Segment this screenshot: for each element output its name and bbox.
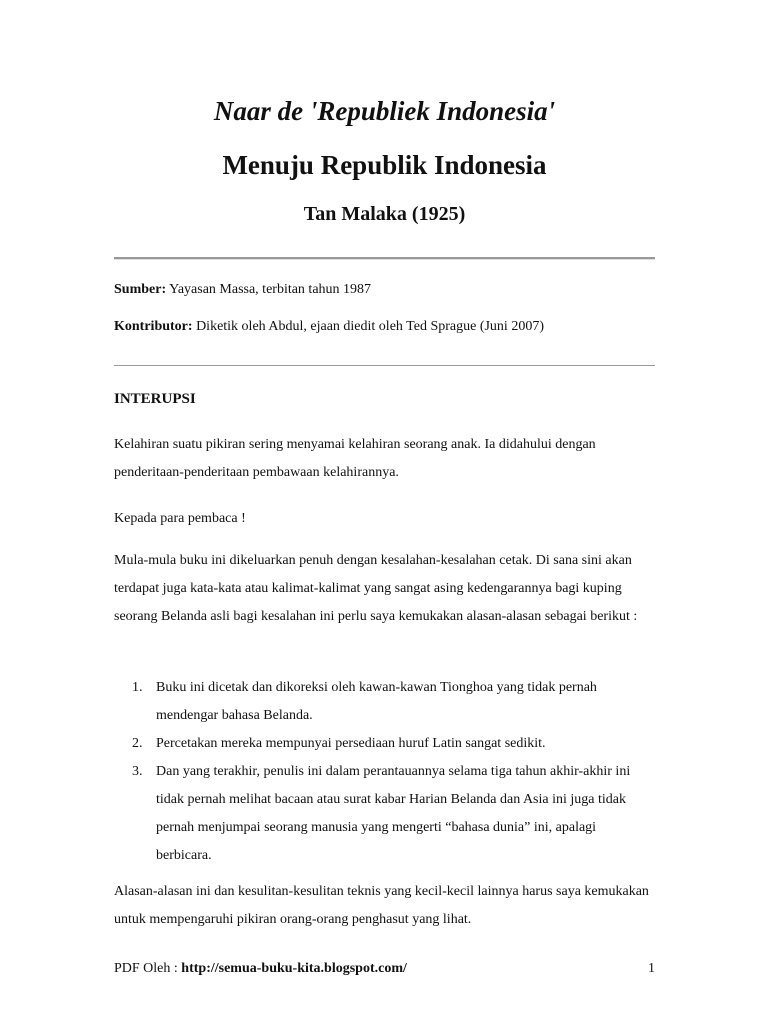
list-item bbox=[114, 758, 655, 870]
page-number: 1 bbox=[648, 961, 655, 976]
section-heading: INTERUPSI bbox=[114, 391, 196, 407]
paragraph-3: Mula-mula buku ini dikeluarkan penuh dengan kesalahan-kesalahan cetak. Di sana sini akan terdapat juga kata-kata atau kalimat-kalimat yang sangat asing kedengarannya bagi kuping seorang Belanda asli bagi kesalahan ini perlu saya kemukakan alasan-alasan sebagai berikut : bbox=[114, 553, 638, 624]
source-label: Sumber: bbox=[114, 282, 167, 297]
page-title: Menuju Republik Indonesia bbox=[222, 150, 547, 180]
source-value: Yayasan Massa, terbitan tahun 1987 bbox=[166, 282, 372, 297]
list-item-number: 2. bbox=[132, 736, 143, 751]
list-item bbox=[114, 730, 655, 758]
paragraph-4: Alasan-alasan ini dan kesulitan-kesulitan teknis yang kecil-kecil lainnya harus saya kemukakan untuk mempengaruhi pikiran orang-orang penghasut yang lihat. bbox=[114, 884, 649, 927]
list-item-text: Percetakan mereka mempunyai persediaan huruf Latin sangat sedikit. bbox=[156, 736, 546, 751]
original-title: Naar de 'Republiek Indonesia' bbox=[213, 96, 556, 126]
list-item-text: Buku ini dicetak dan dikoreksi oleh kawan-kawan Tionghoa yang tidak pernah mendengar bahasa Belanda. bbox=[156, 680, 597, 723]
top-divider bbox=[114, 257, 655, 260]
paragraph-1: Kelahiran suatu pikiran sering menyamai kelahiran seorang anak. Ia didahului dengan penderitaan-penderitaan pembawaan kelahirannya. bbox=[114, 437, 596, 480]
reasons-list bbox=[114, 674, 655, 870]
list-item-text: Dan yang terakhir, penulis ini dalam perantauannya selama tiga tahun akhir-akhir ini tidak pernah melihat bacaan atau surat kabar Harian Belanda dan Asia ini juga tidak pernah menjumpai seorang manusia yang mengerti “bahasa dunia” ini, apalagi berbicara. bbox=[156, 764, 631, 863]
document-page bbox=[114, 0, 655, 1024]
paragraph-2: Kepada para pembaca ! bbox=[114, 511, 246, 526]
meta-divider bbox=[114, 365, 655, 366]
list-item bbox=[114, 674, 655, 730]
footer-prefix: PDF Oleh : bbox=[114, 961, 182, 976]
contributor-label: Kontributor: bbox=[114, 319, 193, 334]
footer-credit bbox=[114, 958, 407, 980]
list-item-number: 1. bbox=[132, 680, 143, 695]
author-line: Tan Malaka (1925) bbox=[303, 203, 466, 225]
contributor-value: Diketik oleh Abdul, ejaan diedit oleh Ted Sprague (Juni 2007) bbox=[192, 319, 544, 334]
source-line bbox=[114, 280, 371, 300]
list-item-number: 3. bbox=[132, 764, 143, 779]
footer-link[interactable]: http://semua-buku-kita.blogspot.com/ bbox=[181, 961, 407, 976]
contributor-line bbox=[114, 317, 544, 337]
